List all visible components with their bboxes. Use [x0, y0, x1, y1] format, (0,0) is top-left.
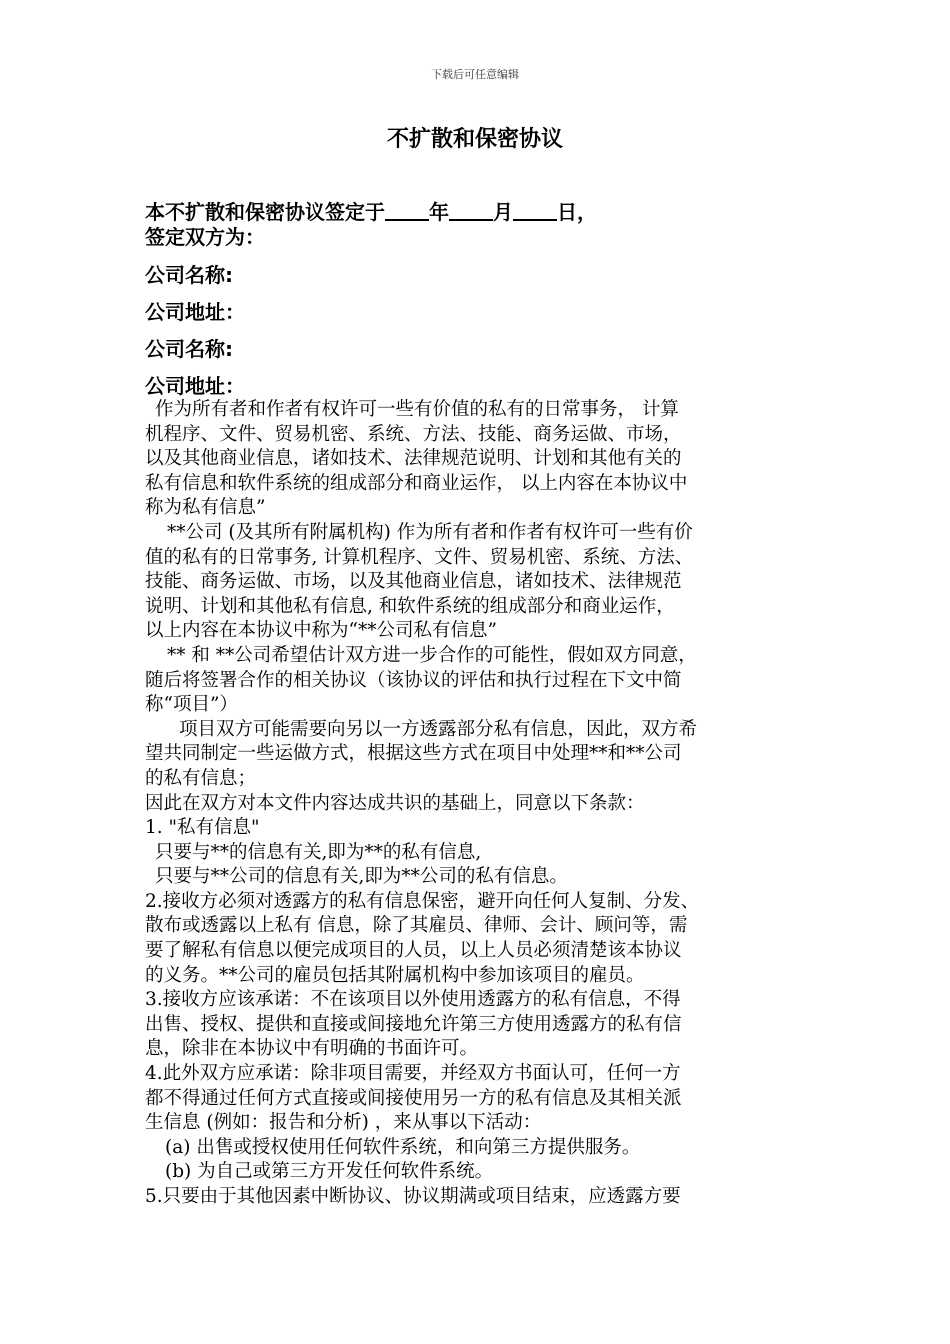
clause-1-heading: 1. "私有信息": [145, 817, 260, 839]
body-line: 散布或透露以上私有 信息，除了其雇员、律师、会计、顾问等，需: [145, 915, 688, 937]
body-line: 生信息 (例如：报告和分析) ，来从事以下活动：: [145, 1112, 542, 1134]
sign-prefix: 本不扩散和保密协议签定于: [145, 200, 385, 224]
clause-4: 4.此外双方应承诺：除非项目需要，并经双方书面认可，任何一方: [145, 1063, 681, 1085]
company-name-field-2: 公司名称:: [145, 337, 233, 361]
body-line: 的私有信息；: [145, 767, 257, 789]
year-blank: [385, 201, 429, 221]
body-line: 的义务。**公司的雇员包括其附属机构中参加该项目的雇员。: [145, 964, 645, 986]
body-line: 以上内容在本协议中称为“**公司私有信息”: [145, 620, 497, 642]
body-line: 息，除非在本协议中有明确的书面许可。: [145, 1038, 479, 1060]
body-line: 称为私有信息”: [145, 497, 266, 519]
body-line: 值的私有的日常事务, 计算机程序、文件、贸易机密、系统、方法、: [145, 546, 694, 568]
body-line: 私有信息和软件系统的组成部分和商业运作， 以上内容在本协议中: [145, 472, 688, 494]
body-line: 因此在双方对本文件内容达成共识的基础上，同意以下条款：: [145, 792, 645, 814]
body-line: 只要与**公司的信息有关,即为**公司的私有信息。: [155, 866, 568, 888]
body-line: 机程序、文件、贸易机密、系统、方法、技能、商务运做、市场，: [145, 423, 682, 445]
company-address-field-1: 公司地址：: [145, 300, 245, 324]
day-blank: [513, 201, 557, 221]
signing-date-line: [145, 200, 825, 225]
body-line: 称“项目”）: [145, 694, 238, 716]
clause-5: 5.只要由于其他因素中断协议、协议期满或项目结束，应透露方要: [145, 1186, 681, 1207]
body-line: 要了解私有信息以便完成项目的人员，以上人员必须清楚该本协议: [145, 940, 682, 962]
body-line: 只要与**的信息有关,即为**的私有信息,: [155, 841, 482, 863]
header-note: 下载后可任意编辑: [431, 68, 519, 81]
clause-4-item-b: (b) 为自己或第三方开发任何软件系统。: [165, 1161, 494, 1183]
body-line: ** 和 **公司希望估计双方进一步合作的可能性，假如双方同意，: [167, 644, 697, 666]
body-line: 说明、计划和其他私有信息, 和软件系统的组成部分和商业运作，: [145, 595, 675, 617]
clause-4-item-a: (a) 出售或授权使用任何软件系统，和向第三方提供服务。: [165, 1136, 641, 1158]
parties-line: 签定双方为：: [145, 225, 265, 249]
agreement-body: [145, 398, 820, 1210]
day-label: 日，: [557, 200, 597, 224]
company-address-field-2: 公司地址：: [145, 374, 245, 398]
company-name-field-1: 公司名称:: [145, 263, 233, 287]
body-line: 项目双方可能需要向另以一方透露部分私有信息，因此，双方希: [179, 718, 698, 740]
body-line: **公司 (及其所有附属机构) 作为所有者和作者有权许可一些有价: [167, 521, 693, 543]
body-line: 作为所有者和作者有权许可一些有价值的私有的日常事务， 计算: [155, 399, 679, 420]
month-blank: [449, 201, 493, 221]
month-label: 月: [493, 200, 513, 224]
body-line: 望共同制定一些运做方式，根据这些方式在项目中处理**和**公司: [145, 743, 682, 765]
year-label: 年: [429, 200, 449, 224]
body-line: 随后将签署合作的相关协议（该协议的评估和执行过程在下文中简: [145, 669, 682, 691]
body-line: 技能、商务运做、市场，以及其他商业信息，诸如技术、法律规范: [145, 571, 682, 593]
body-line: 以及其他商业信息，诸如技术、法律规范说明、计划和其他有关的: [145, 448, 682, 470]
clause-2: 2.接收方必须对透露方的私有信息保密，避开向任何人复制、分发、: [145, 890, 700, 912]
body-line: 都不得通过任何方式直接或间接使用另一方的私有信息及其相关派: [145, 1087, 682, 1109]
clause-3: 3.接收方应该承诺：不在该项目以外使用透露方的私有信息，不得: [145, 989, 681, 1011]
document-title: 不扩散和保密协议: [386, 127, 563, 152]
body-line: 出售、授权、提供和直接或间接地允许第三方使用透露方的私有信: [145, 1013, 682, 1035]
